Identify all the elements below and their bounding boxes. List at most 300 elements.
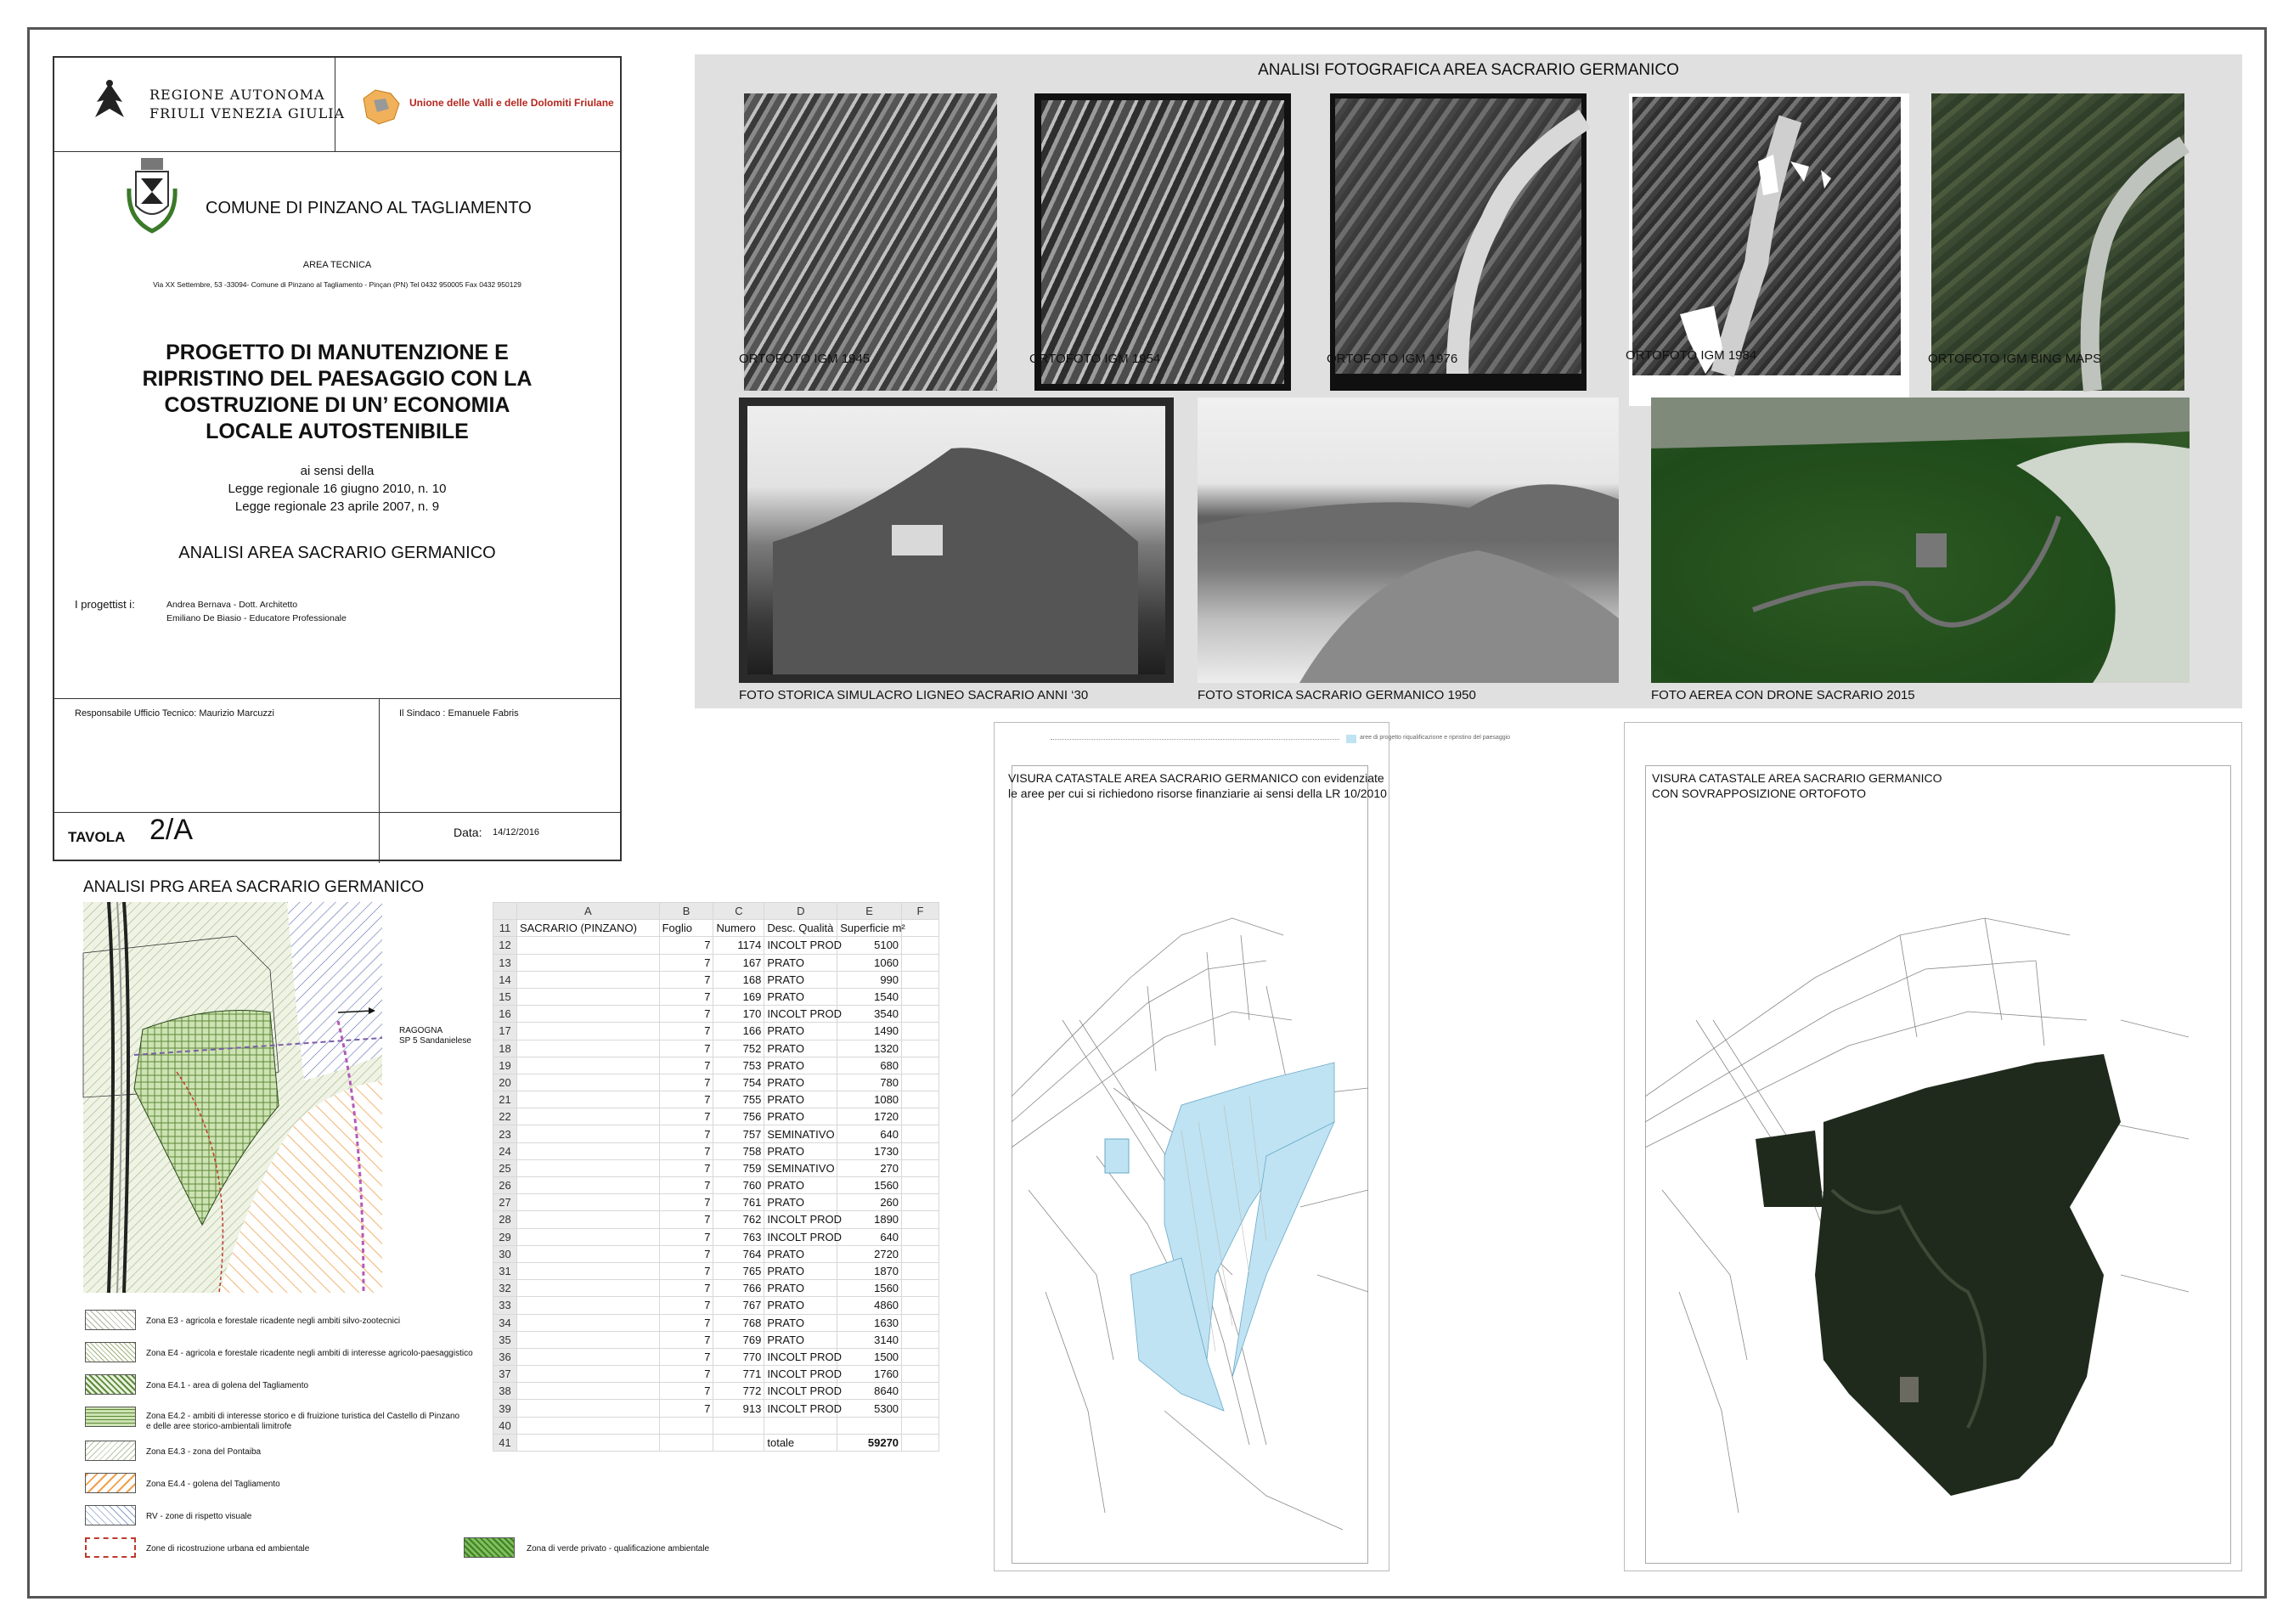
- comune-name: COMUNE DI PINZANO AL TAGLIAMENTO: [206, 199, 532, 217]
- table-cell: [516, 988, 659, 1005]
- table-cell: 7: [659, 1228, 713, 1245]
- table-cell: 7: [659, 1159, 713, 1176]
- table-cell: 7: [659, 1383, 713, 1400]
- table-cell: 7: [659, 971, 713, 988]
- legend-swatch-e43: [85, 1441, 136, 1461]
- caption-drone-2015: FOTO AEREA CON DRONE SACRARIO 2015: [1651, 688, 1915, 702]
- table-cell: [516, 1314, 659, 1331]
- legend-note: aree di progetto riqualificazione e ripristino del paesaggio: [1360, 735, 1511, 741]
- row-number: 26: [493, 1177, 517, 1194]
- table-cell: 1560: [837, 1280, 902, 1297]
- empty-cell: [902, 1177, 939, 1194]
- table-cell: PRATO: [764, 1314, 837, 1331]
- table-cell: 758: [713, 1142, 764, 1159]
- cadastral-right-title: VISURA CATASTALE AREA SACRARIO GERMANICO CON SOVRAPPOSIZIONE ORTOFOTO: [1652, 771, 1942, 800]
- table-cell: 990: [837, 971, 902, 988]
- col-letter: B: [659, 903, 713, 920]
- orthophoto-overlay-main: [1815, 1054, 2121, 1496]
- photo-panel-title: ANALISI FOTOGRAFICA AREA SACRARIO GERMANICO: [1258, 61, 1679, 79]
- empty-cell: [902, 1348, 939, 1365]
- table-cell: 7: [659, 1125, 713, 1142]
- caption-igm-1976: ORTOFOTO IGM 1976: [1327, 352, 1458, 366]
- table-cell: 7: [659, 1091, 713, 1108]
- photo-igm-1976: [1330, 93, 1587, 391]
- legend-swatch-e42: [85, 1407, 136, 1427]
- legend-e4: Zona E4 - agricola e forestale ricadente negli ambiti di interesse agricolo-paesaggistico: [146, 1349, 473, 1358]
- table-cell: 260: [837, 1194, 902, 1211]
- table-cell: PRATO: [764, 1262, 837, 1279]
- legend-rv: RV - zone di rispetto visuale: [146, 1512, 252, 1521]
- table-cell: 7: [659, 1006, 713, 1023]
- table-cell: 766: [713, 1280, 764, 1297]
- empty-cell: [902, 971, 939, 988]
- empty-cell: [902, 1040, 939, 1057]
- caption-storica-1950: FOTO STORICA SACRARIO GERMANICO 1950: [1198, 688, 1476, 702]
- empty-cell: [902, 1057, 939, 1074]
- photo-igm-1954: [1034, 93, 1291, 391]
- table-cell: 760: [713, 1177, 764, 1194]
- empty-cell: [902, 937, 939, 954]
- table-cell: [516, 1177, 659, 1194]
- table-cell: PRATO: [764, 1074, 837, 1091]
- empty-cell: [902, 1142, 939, 1159]
- table-row: [493, 954, 939, 971]
- table-cell: [516, 1280, 659, 1297]
- table-cell: INCOLT PROD: [764, 1400, 837, 1417]
- legend-e44: Zona E4.4 - golena del Tagliamento: [146, 1480, 280, 1489]
- row-number: 31: [493, 1262, 517, 1279]
- table-cell: 768: [713, 1314, 764, 1331]
- legend-swatch-e44: [85, 1473, 136, 1493]
- table-cell: 7: [659, 1314, 713, 1331]
- table-cell: 759: [713, 1159, 764, 1176]
- table-cell: [516, 1159, 659, 1176]
- table-cell: 7: [659, 1108, 713, 1125]
- table-cell: 7: [659, 1211, 713, 1228]
- empty-cell: [902, 1280, 939, 1297]
- table-cell: [516, 1074, 659, 1091]
- table-cell: PRATO: [764, 1177, 837, 1194]
- table-cell: 270: [837, 1159, 902, 1176]
- table-cell: 754: [713, 1074, 764, 1091]
- table-cell: 170: [713, 1006, 764, 1023]
- row-number: 35: [493, 1331, 517, 1348]
- header-cell: Numero: [713, 920, 764, 937]
- designers: Andrea Bernava - Dott. Architetto Emiliano De Biasio - Educatore Professionale: [166, 600, 347, 623]
- table-cell: 3140: [837, 1331, 902, 1348]
- legend-e43: Zona E4.3 - zona del Pontaiba: [146, 1447, 262, 1457]
- row-number: 32: [493, 1280, 517, 1297]
- empty-cell: [902, 1400, 939, 1417]
- table-cell: 7: [659, 1280, 713, 1297]
- table-cell: SEMINATIVO: [764, 1159, 837, 1176]
- table-row: [493, 1297, 939, 1314]
- header-cell: Foglio: [659, 920, 713, 937]
- table-cell: 7: [659, 1262, 713, 1279]
- table-cell: 1870: [837, 1262, 902, 1279]
- table-cell: PRATO: [764, 1245, 837, 1262]
- table-cell: 764: [713, 1245, 764, 1262]
- table-cell: 166: [713, 1023, 764, 1040]
- table-row: [493, 1366, 939, 1383]
- row-number: 21: [493, 1091, 517, 1108]
- table-cell: 59270: [837, 1434, 902, 1451]
- table-cell: 7: [659, 1366, 713, 1383]
- table-cell: PRATO: [764, 1194, 837, 1211]
- empty-cell: [902, 1245, 939, 1262]
- row-number: 33: [493, 1297, 517, 1314]
- table-cell: 7: [659, 1142, 713, 1159]
- table-cell: PRATO: [764, 1057, 837, 1074]
- row-number: 22: [493, 1108, 517, 1125]
- table-cell: [516, 1057, 659, 1074]
- table-row: [493, 1348, 939, 1365]
- row-number: 38: [493, 1383, 517, 1400]
- photo-storica-1950: [1198, 398, 1619, 683]
- sindaco: Il Sindaco : Emanuele Fabris: [399, 708, 519, 719]
- row-number: 13: [493, 954, 517, 971]
- table-cell: PRATO: [764, 988, 837, 1005]
- cadastral-map-right: [1624, 722, 2242, 1571]
- header-cell: Superficie m²: [837, 920, 902, 937]
- table-row: [493, 1434, 939, 1451]
- table-cell: INCOLT PROD: [764, 1211, 837, 1228]
- empty-cell: [902, 1108, 939, 1125]
- table-cell: 1630: [837, 1314, 902, 1331]
- row-number: 39: [493, 1400, 517, 1417]
- table-row: [493, 1314, 939, 1331]
- table-cell: 756: [713, 1108, 764, 1125]
- empty-cell: [902, 1366, 939, 1383]
- row-number: 18: [493, 1040, 517, 1057]
- table-cell: [516, 1211, 659, 1228]
- empty-cell: [902, 1417, 939, 1434]
- table-cell: 1760: [837, 1366, 902, 1383]
- table-cell: 762: [713, 1211, 764, 1228]
- empty-cell: [902, 1314, 939, 1331]
- table-cell: PRATO: [764, 1331, 837, 1348]
- table-row: [493, 1142, 939, 1159]
- table-cell: 770: [713, 1348, 764, 1365]
- table-cell: 1540: [837, 988, 902, 1005]
- caption-igm-1984: ORTOFOTO IGM 1984: [1626, 348, 1757, 363]
- row-number: 30: [493, 1245, 517, 1262]
- law-references: ai sensi della Legge regionale 16 giugno 2010, n. 10 Legge regionale 23 aprile 2007, n. 9: [228, 464, 447, 514]
- orthophoto-overlay-small: [1756, 1131, 1823, 1207]
- designers-label: I progettist i:: [75, 598, 135, 611]
- table-cell: INCOLT PROD: [764, 1348, 837, 1365]
- table-cell: 7: [659, 1023, 713, 1040]
- table-cell: PRATO: [764, 1142, 837, 1159]
- table-cell: [713, 1434, 764, 1451]
- table-cell: 1730: [837, 1142, 902, 1159]
- table-row: [493, 937, 939, 954]
- row-number: 34: [493, 1314, 517, 1331]
- region-name-line2: FRIULI VENEZIA GIULIA: [149, 105, 346, 121]
- data-label: Data:: [454, 826, 482, 839]
- table-cell: 1500: [837, 1348, 902, 1365]
- table-cell: 763: [713, 1228, 764, 1245]
- table-row: [493, 1228, 939, 1245]
- table-cell: SEMINATIVO: [764, 1125, 837, 1142]
- col-letter: A: [516, 903, 659, 920]
- table-cell: [516, 1331, 659, 1348]
- table-cell: 1174: [713, 937, 764, 954]
- table-cell: 7: [659, 1040, 713, 1057]
- table-row: [493, 1040, 939, 1057]
- cadastral-right-parcels: [1645, 765, 2231, 1564]
- caption-igm-1954: ORTOFOTO IGM 1954: [1029, 352, 1161, 366]
- table-cell: 1060: [837, 954, 902, 971]
- table-row: [493, 1331, 939, 1348]
- region-logo-icon: [88, 76, 131, 127]
- table-row: [493, 1417, 939, 1434]
- table-row: [493, 971, 939, 988]
- cadastral-map-left: [994, 722, 1511, 1571]
- table-row: [493, 1211, 939, 1228]
- legend-e3: Zona E3 - agricola e forestale ricadente negli ambiti silvo-zootecnici: [146, 1317, 401, 1326]
- col-letter: C: [713, 903, 764, 920]
- photo-storica-anni-30: [739, 398, 1174, 683]
- table-cell: [516, 1400, 659, 1417]
- address: Via XX Settembre, 53 -33094- Comune di Pinzano al Tagliamento - Pinçan (PN) Tel 0432 950005 Fax 0432 950129: [153, 280, 521, 289]
- header-cell: Desc. Qualità: [764, 920, 837, 937]
- table-cell: 7: [659, 988, 713, 1005]
- table-cell: [764, 1417, 837, 1434]
- table-row: [493, 1023, 939, 1040]
- table-row: [493, 1006, 939, 1023]
- table-cell: [713, 1417, 764, 1434]
- empty-cell: [902, 1091, 939, 1108]
- row-number: 37: [493, 1366, 517, 1383]
- table-row: [493, 1074, 939, 1091]
- table-cell: PRATO: [764, 1040, 837, 1057]
- table-cell: 761: [713, 1194, 764, 1211]
- table-cell: 757: [713, 1125, 764, 1142]
- row-number: 24: [493, 1142, 517, 1159]
- table-cell: 767: [713, 1297, 764, 1314]
- table-cell: PRATO: [764, 1280, 837, 1297]
- header-cell: [902, 920, 939, 937]
- table-cell: INCOLT PROD: [764, 1006, 837, 1023]
- table-cell: [516, 971, 659, 988]
- table-cell: 7: [659, 954, 713, 971]
- table-cell: 769: [713, 1331, 764, 1348]
- table-row: [493, 1125, 939, 1142]
- empty-cell: [902, 1159, 939, 1176]
- table-cell: 680: [837, 1057, 902, 1074]
- table-cell: 640: [837, 1125, 902, 1142]
- area-tecnica: AREA TECNICA: [302, 260, 372, 270]
- empty-cell: [902, 1331, 939, 1348]
- legend-swatch-highlight: [1346, 735, 1356, 743]
- parcel-spreadsheet: [493, 902, 939, 1452]
- photo-drone-2015: [1651, 398, 2190, 683]
- empty-cell: [902, 1023, 939, 1040]
- table-row: [493, 1245, 939, 1262]
- table-cell: [516, 1006, 659, 1023]
- table-cell: [516, 1262, 659, 1279]
- table-cell: 5300: [837, 1400, 902, 1417]
- table-cell: 167: [713, 954, 764, 971]
- caption-storica-anni-30: FOTO STORICA SIMULACRO LIGNEO SACRARIO ANNI ‘30: [739, 688, 1089, 702]
- table-cell: 7: [659, 1348, 713, 1365]
- table-row: [493, 988, 939, 1005]
- empty-cell: [902, 1006, 939, 1023]
- table-row: [493, 1194, 939, 1211]
- table-cell: PRATO: [764, 971, 837, 988]
- table-row: [493, 1383, 939, 1400]
- data-value: 14/12/2016: [493, 827, 540, 837]
- table-cell: PRATO: [764, 954, 837, 971]
- row-number: 25: [493, 1159, 517, 1176]
- row-number: 41: [493, 1434, 517, 1451]
- table-cell: 7: [659, 1177, 713, 1194]
- row-number: 17: [493, 1023, 517, 1040]
- row-number: 28: [493, 1211, 517, 1228]
- col-letter: E: [837, 903, 902, 920]
- table-cell: 765: [713, 1262, 764, 1279]
- row-number: 12: [493, 937, 517, 954]
- empty-cell: [902, 1434, 939, 1451]
- union-name: Unione delle Valli e delle Dolomiti Friulane: [409, 97, 614, 109]
- table-cell: [516, 1434, 659, 1451]
- table-cell: 7: [659, 1400, 713, 1417]
- table-cell: 771: [713, 1366, 764, 1383]
- table-cell: [516, 954, 659, 971]
- table-cell: INCOLT PROD: [764, 937, 837, 954]
- legend-swatch-verde-privato: [464, 1537, 515, 1558]
- table-cell: PRATO: [764, 1297, 837, 1314]
- table-cell: 1490: [837, 1023, 902, 1040]
- photo-igm-1945: [744, 93, 997, 391]
- empty-cell: [902, 954, 939, 971]
- table-cell: 169: [713, 988, 764, 1005]
- table-cell: 168: [713, 971, 764, 988]
- photo-panel: [695, 54, 2242, 708]
- table-cell: [516, 1108, 659, 1125]
- legend-swatch-ricostruzione: [85, 1537, 136, 1558]
- table-cell: INCOLT PROD: [764, 1383, 837, 1400]
- caption-igm-1945: ORTOFOTO IGM 1945: [739, 352, 871, 366]
- title-block: [53, 56, 622, 861]
- table-cell: 7: [659, 1194, 713, 1211]
- table-cell: INCOLT PROD: [764, 1366, 837, 1383]
- table-cell: 772: [713, 1383, 764, 1400]
- road-label-ragogna: RAGOGNA: [399, 1026, 443, 1035]
- legend-swatch-rv: [85, 1505, 136, 1525]
- legend-swatch-e4: [85, 1342, 136, 1362]
- empty-cell: [902, 988, 939, 1005]
- legend-e42: Zona E4.2 - ambiti di interesse storico e di fruizione turistica del Castello di Pinzano: [146, 1412, 460, 1421]
- road-label-sp5: SP 5 Sandanielese: [399, 1036, 471, 1046]
- col-letter: D: [764, 903, 837, 920]
- table-row: [493, 1108, 939, 1125]
- tavola-label: TAVOLA: [68, 829, 126, 845]
- table-cell: 7: [659, 1057, 713, 1074]
- project-title: PROGETTO DI MANUTENZIONE E RIPRISTINO DEL PAESAGGIO CON LA COSTRUZIONE DI UN’ ECONOMIA LOCALE AUTOSTENIBILE: [142, 341, 533, 443]
- highlight-area-small: [1105, 1139, 1129, 1173]
- table-cell: 755: [713, 1091, 764, 1108]
- caption-bing-maps: ORTOFOTO IGM BING MAPS: [1928, 352, 2102, 366]
- table-cell: 7: [659, 937, 713, 954]
- table-row: [493, 1091, 939, 1108]
- row-number: 36: [493, 1348, 517, 1365]
- row-number: 27: [493, 1194, 517, 1211]
- legend-ricostruzione: Zone di ricostruzione urbana ed ambientale: [146, 1544, 310, 1554]
- table-cell: 1720: [837, 1108, 902, 1125]
- row-number: 16: [493, 1006, 517, 1023]
- table-cell: [516, 1194, 659, 1211]
- row-number: 23: [493, 1125, 517, 1142]
- table-cell: [516, 937, 659, 954]
- table-row: [493, 1262, 939, 1279]
- table-cell: 1560: [837, 1177, 902, 1194]
- table-cell: 3540: [837, 1006, 902, 1023]
- tavola-number: 2/A: [149, 814, 194, 846]
- row-number: 14: [493, 971, 517, 988]
- header-cell: SACRARIO (PINZANO): [516, 920, 659, 937]
- row-number: 40: [493, 1417, 517, 1434]
- legend-swatch-e3: [85, 1310, 136, 1330]
- table-cell: 640: [837, 1228, 902, 1245]
- subject: ANALISI AREA SACRARIO GERMANICO: [178, 544, 496, 562]
- table-cell: 7: [659, 1297, 713, 1314]
- table-cell: [516, 1091, 659, 1108]
- table-row: [493, 1400, 939, 1417]
- table-cell: [516, 1142, 659, 1159]
- row-number: 11: [493, 920, 517, 937]
- table-cell: 913: [713, 1400, 764, 1417]
- legend-swatch-e41: [85, 1374, 136, 1395]
- table-cell: 1890: [837, 1211, 902, 1228]
- cadastral-left-title: VISURA CATASTALE AREA SACRARIO GERMANICO con evidenziate le aree per cui si richiedono risorse finanziarie ai sensi della LR 10/2010: [1008, 771, 1387, 800]
- row-number: 20: [493, 1074, 517, 1091]
- table-cell: [516, 1366, 659, 1383]
- header-row: [493, 920, 939, 937]
- table-cell: 1320: [837, 1040, 902, 1057]
- table-cell: INCOLT PROD: [764, 1228, 837, 1245]
- table-cell: 752: [713, 1040, 764, 1057]
- table-cell: 8640: [837, 1383, 902, 1400]
- empty-cell: [902, 1297, 939, 1314]
- table-cell: PRATO: [764, 1023, 837, 1040]
- table-cell: [516, 1228, 659, 1245]
- row-number: 19: [493, 1057, 517, 1074]
- table-cell: [516, 1040, 659, 1057]
- table-cell: 1080: [837, 1091, 902, 1108]
- table-row: [493, 1280, 939, 1297]
- table-cell: 4860: [837, 1297, 902, 1314]
- table-cell: [516, 1417, 659, 1434]
- table-row: [493, 1159, 939, 1176]
- empty-cell: [902, 1194, 939, 1211]
- table-cell: [516, 1245, 659, 1262]
- table-cell: [516, 1125, 659, 1142]
- table-cell: totale: [764, 1434, 837, 1451]
- table-cell: 7: [659, 1074, 713, 1091]
- empty-cell: [902, 1228, 939, 1245]
- column-letter-row: [493, 903, 939, 920]
- table-row: [493, 1177, 939, 1194]
- table-cell: 5100: [837, 937, 902, 954]
- table-cell: [516, 1023, 659, 1040]
- cadastral-left-parcels: [1012, 765, 1368, 1564]
- col-letter: F: [902, 903, 939, 920]
- table-cell: [516, 1383, 659, 1400]
- empty-cell: [902, 1074, 939, 1091]
- table-cell: [516, 1297, 659, 1314]
